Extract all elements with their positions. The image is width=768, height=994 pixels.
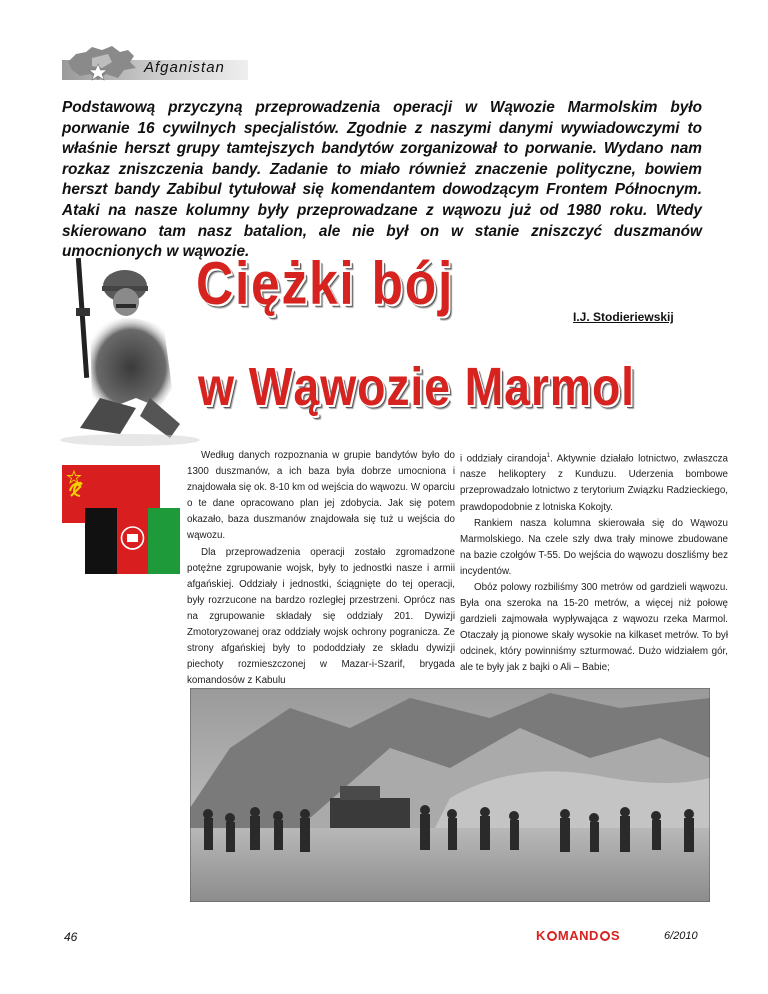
body-column-right xyxy=(460,448,728,677)
logo-letter: K xyxy=(536,928,546,943)
lead-paragraph: Podstawową przyczyną przeprowadzenia operacji w Wąwozie Marmolskim było porwanie 16 cywilnych specjalistów. Zgodnie z naszymi danymi wywiadowczymi to właśnie herszt grupy tamtejszych bandytów zorganizował to porwanie. Wydano nam rozkaz zniszczenia bandy. Zadanie to miało również znaczenie polityczne, bowiem herszt bandy Zabibul tytułował się komendantem dowodzącym Frontem Północnym. Ataki na nasze kolumny były przeprowadzane z wąwozu już od 1980 roku. Wtedy skierowano tam nasz batalion, ale nie był on w stanie zniszczyć duszmanów umocnionych w wąwozie. xyxy=(62,99,702,261)
section-title: Afganistan xyxy=(144,59,225,76)
afghanistan-map-icon xyxy=(62,44,146,84)
soldier-photo xyxy=(40,248,200,448)
footnote-mark: 1 xyxy=(546,453,551,459)
body-paragraph-continued xyxy=(460,448,728,516)
body-column-left xyxy=(187,448,455,689)
page-number: 46 xyxy=(64,930,78,944)
article-title-line-1: Ciężki bój xyxy=(196,250,455,317)
magazine-logo xyxy=(536,928,620,943)
body-paragraph: Obóz polowy rozbiliśmy 300 metrów od gardzieli wąwozu. Była ona szeroka na 15-20 metrów, a więcej niż połowę gardzieli zajmowała wypływająca z wąwozu rzeka Marmol. Otaczały ją pionowe skały wysokie na kilkaset metrów. To był odcinek, który powinniśmy szturmować. Dużo widziałem gór, ale te były jak z bajki o Ali – Babie; xyxy=(460,582,728,674)
issue-number: 6/2010 xyxy=(664,930,698,942)
body-paragraph: Według danych rozpoznania w grupie bandytów było do 1300 duszmanów, a ich baza była dobrze umocniona i znajdowała się ok. 8-10 km od wejścia do wąwozu. W oparciu o te dane opracowano plan jej zdobycia. Jak się potem okazało, baza duszmanów znajdowała się tuż u wejścia do wąwozu. xyxy=(187,450,455,542)
body-paragraph: Rankiem nasza kolumna skierowała się do Wąwozu Marmolskiego. Na czele szły dwa trały minowe zbudowane na bazie czołgów T-55. Do wejścia do wąwozu doszliśmy bez incydentów. xyxy=(460,517,728,577)
section-header xyxy=(62,44,248,84)
logo-letters: MAND xyxy=(557,928,599,943)
logo-o-icon xyxy=(547,931,557,941)
continued-text: i oddziały cirandoja xyxy=(460,453,547,465)
afghanistan-flag-icon xyxy=(85,508,180,574)
continued-text-tail: . Aktywnie działało lotnictwo, zwłaszcza nasze helikoptery z Kunduzu. Uderzenia bombowe przeprowadzało lotnictwo z terytorium Związku Radzieckiego, prawdopodobnie z lotniska Kokojty. xyxy=(460,453,728,513)
soldiers-in-gorge-photo xyxy=(190,688,710,902)
logo-letter: S xyxy=(610,928,621,943)
logo-o-icon xyxy=(600,931,610,941)
author-name: I.J. Stodieriewskij xyxy=(573,310,674,324)
article-title-line-2: w Wąwozie Marmol xyxy=(198,357,635,417)
body-paragraph: Dla przeprowadzenia operacji zostało zgromadzone potężne zgrupowanie wojsk, były to jednostki nasze i armii afgańskiej. Oddziały i jednostki, ściągnięte do tej operacji, były rozrzucone na bardzo rozległej przestrzeni. Oprócz nas na zgrupowanie składały się oddziały 201. Dywizji Zmotoryzowanej oraz oddziały wojsk ochrony pogranicza. Ze strony afgańskiej były to pododdziały ze składu dywizji piechoty rozmieszczonej w Mazar-i-Szarif, brygada komandosów z Kabulu xyxy=(187,546,455,687)
